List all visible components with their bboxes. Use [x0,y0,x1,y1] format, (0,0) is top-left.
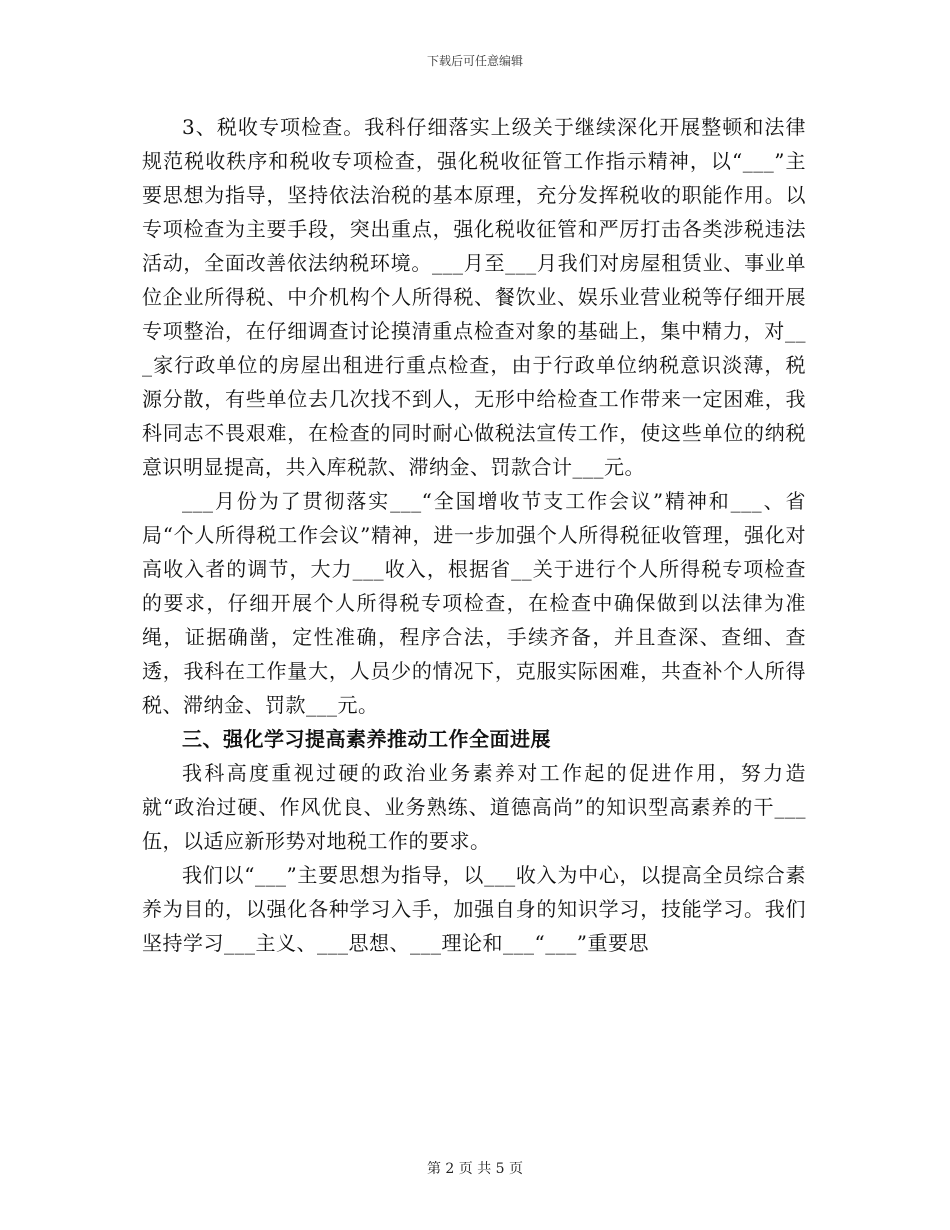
page-number: 第 2 页 共 5 页 [426,1161,524,1177]
paragraph-study-program: 我们以“___”主要思想为指导，以___收入为中心，以提高全员综合素养为目的，以强化各种学习入手，加强自身的知识学习，技能学习。我们坚持学习___主义、___思想、___理论和___“___”重要思 [142,863,806,955]
section-heading: 三、强化学习提高素养推动工作全面进展 [182,727,551,751]
paragraph-political-quality: 我科高度重视过硬的政治业务素养对工作起的促进作用，努力造就“政治过硬、作风优良、业务熟练、道德高尚”的知识型高素养的干___伍，以适应新形势对地税工作的要求。 [142,761,806,853]
paragraph-income-tax-inspection: ___月份为了贯彻落实___“全国增收节支工作会议”精神和___、省局“个人所得税工作会议”精神，进一步加强个人所得税征收管理，强化对高收入者的调节，大力___收入，根据省__关于进行个人所得税专项检查的要求，仔细开展个人所得税专项检查，在检查中确保做到以法律为准绳，证据确凿，定性准确，程序合法，手续齐备，并且查深、查细、查透，我科在工作量大，人员少的情况下，克服实际困难，共查补个人所得税、滞纳金、罚款___元。 [142,489,806,717]
page-header-note: 下载后可任意编辑 [426,54,523,68]
document-body [142,110,806,960]
paragraph-tax-special-inspection: 3、税收专项检查。我科仔细落实上级关于继续深化开展整顿和法律规范税收秩序和税收专项检查，强化税收征管工作指示精神，以“___”主要思想为指导，坚持依法治税的基本原理，充分发挥税收的职能作用。以专项检查为主要手段，突出重点，强化税收征管和严厉打击各类涉税违法活动，全面改善依法纳税环境。___月至___月我们对房屋租赁业、事业单位企业所得税、中介机构个人所得税、餐饮业、娱乐业营业税等仔细开展专项整治，在仔细调查讨论摸清重点检查对象的基础上，集中精力，对___家行政单位的房屋出租进行重点检查，由于行政单位纳税意识淡薄，税源分散，有些单位去几次找不到人，无形中给检查工作带来一定困难，我科同志不畏艰难，在检查的同时耐心做税法宣传工作，使这些单位的纳税意识明显提高，共入库税款、滞纳金、罚款合计___元。 [142,115,806,479]
